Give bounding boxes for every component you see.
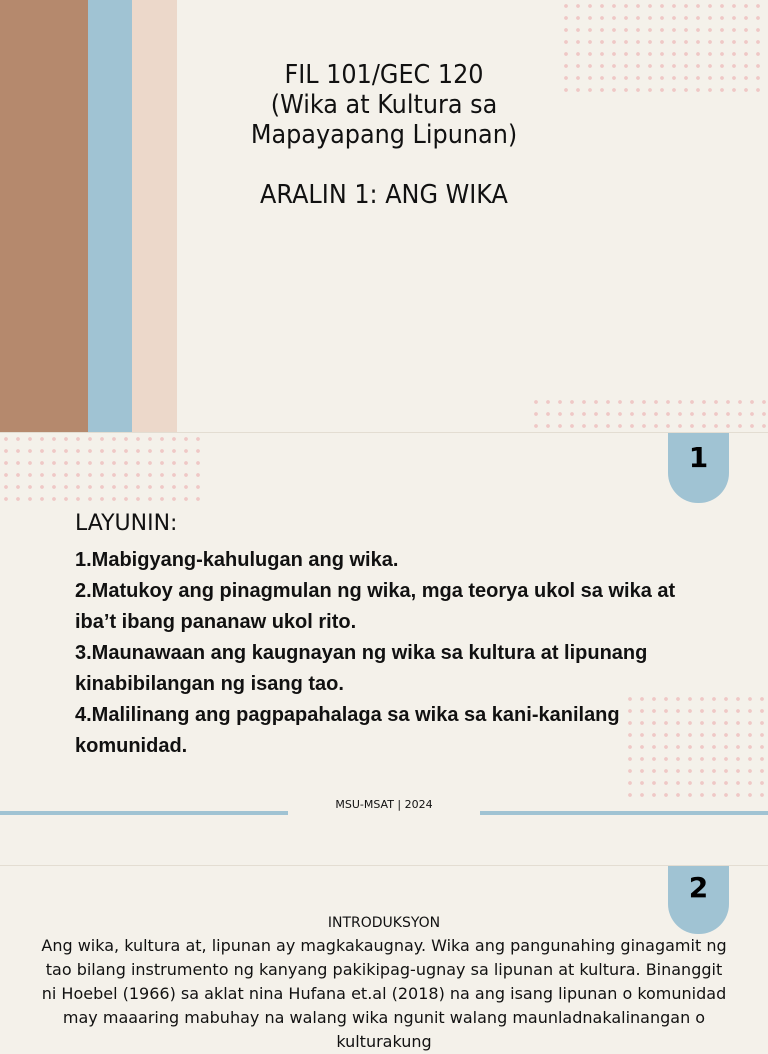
introduction-heading: INTRODUKSYON [327,915,441,931]
course-title-line: Mapayapang Lipunan) [250,120,518,150]
dot-pattern-bottom-right [530,396,768,432]
lesson-title: ARALIN 1: ANG WIKA [260,180,508,210]
course-title [215,60,554,150]
objective-item: 3.Maunawaan ang kaugnayan ng wika sa kultura at lipunang kinabibilangan ng isang tao. [75,642,648,695]
objectives-list [75,545,705,762]
objective-item: 4.Malilinang ang pagpapahalaga sa wika sa kani-kanilang komunidad. [75,704,620,757]
objective-item: 2.Matukoy ang pinagmulan ng wika, mga teorya ukol sa wika at iba’t ibang pananaw ukol rito. [75,580,676,633]
dot-pattern-top-right [560,0,768,96]
decorative-stripe-brown [0,0,88,432]
footer-text: MSU-MSAT | 2024 [335,798,433,811]
objectives-slide [0,433,768,865]
objective-item: 1.Mabigyang-kahulugan ang wika. [75,549,399,571]
course-title-line: (Wika at Kultura sa [270,90,498,120]
decorative-stripe-blue [88,0,132,432]
footer-line-right [480,811,768,815]
decorative-stripe-peach [132,0,177,432]
page-number-tab: 2 [668,866,729,934]
title-slide [0,0,768,432]
page-number-tab: 1 [668,433,729,503]
dot-pattern-top-left [0,433,200,505]
course-title-line: FIL 101/GEC 120 [284,60,484,90]
footer-line-left [0,811,288,815]
objectives-heading: LAYUNIN: [75,511,178,536]
introduction-slide [0,866,768,1051]
introduction-paragraph: Ang wika, kultura at, lipunan ay magkakaugnay. Wika ang pangunahing ginagamit ng tao bilang instrumento ng kanyang pakikipag-ugnay sa lipunan at kultura. Binanggit ni Hoebel (1966) sa aklat nina Hufana et.al (2018) na ang isang lipunan o komunidad may maaaring mabuhay na walang wika ngunit walang maunladnakalinangan o kulturakung [41,936,727,1051]
